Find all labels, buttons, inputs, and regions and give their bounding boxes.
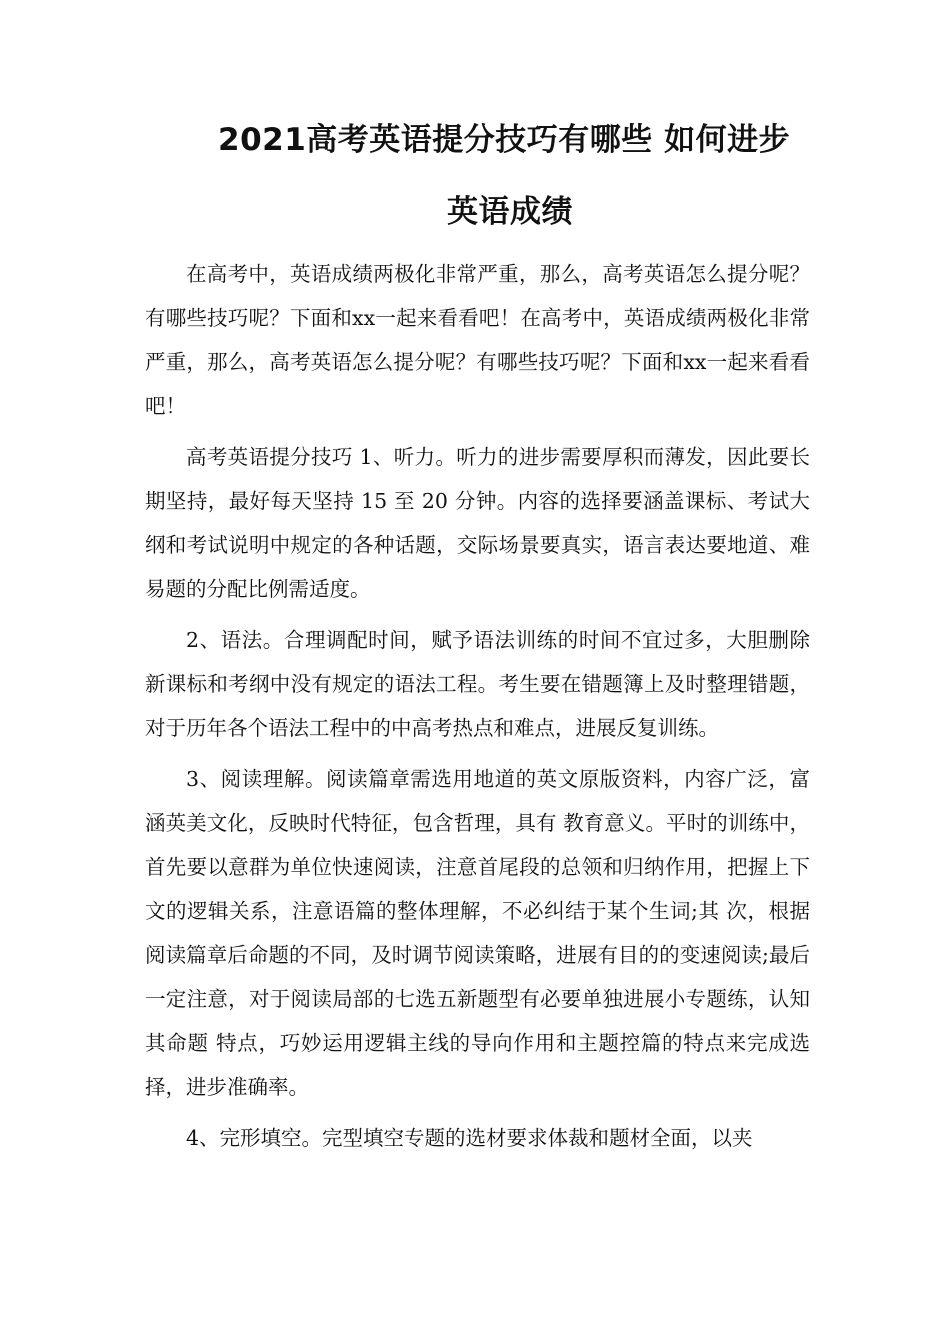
paragraph-grammar: 2、语法。合理调配时间，赋予语法训练的时间不宜过多，大胆删除新课标和考纲中没有规定的语法工程。考生要在错题簿上及时整理错题，对于历年各个语法工程中的中高考热点和难点，进展反复训练。 <box>145 628 810 740</box>
paragraph-listening: 高考英语提分技巧 1、听力。听力的进步需要厚积而薄发，因此要长期坚持，最好每天坚持 15 至 20 分钟。内容的选择要涵盖课标、考试大纲和考试说明中规定的各种话题，交际场景要真实，语言表达要地道、难易题的分配比例需适度。 <box>145 445 810 601</box>
document-body <box>145 252 810 1167</box>
paragraph-intro: 在高考中，英语成绩两极化非常严重，那么，高考英语怎么提分呢？有哪些技巧呢？下面和xx一起来看看吧！在高考中，英语成绩两极化非常严重，那么，高考英语怎么提分呢？有哪些技巧呢？下面和xx一起来看看吧！ <box>145 262 810 418</box>
paragraph-reading: 3、阅读理解。阅读篇章需选用地道的英文原版资料，内容广泛，富涵英美文化，反映时代特征，包含哲理，具有 教育意义。平时的训练中，首先要以意群为单位快速阅读，注意首尾段的总领和归纳作用，把握上下文的逻辑关系，注意语篇的整体理解，不必纠结于某个生词;其 次，根据阅读篇章后命题的不同，及时调节阅读策略，进展有目的的变速阅读;最后一定注意，对于阅读局部的七选五新题型有必要单独进展小专题练，认知其命题 特点，巧妙运用逻辑主线的导向作用和主题控篇的特点来完成选择，进步准确率。 <box>145 767 810 1099</box>
paragraph-cloze: 4、完形填空。完型填空专题的选材要求体裁和题材全面，以夹 <box>186 1126 753 1150</box>
document-title-line-2: 英语成绩 <box>447 194 573 230</box>
document-title-line-1: 2021高考英语提分技巧有哪些 如何进步 <box>218 122 791 158</box>
